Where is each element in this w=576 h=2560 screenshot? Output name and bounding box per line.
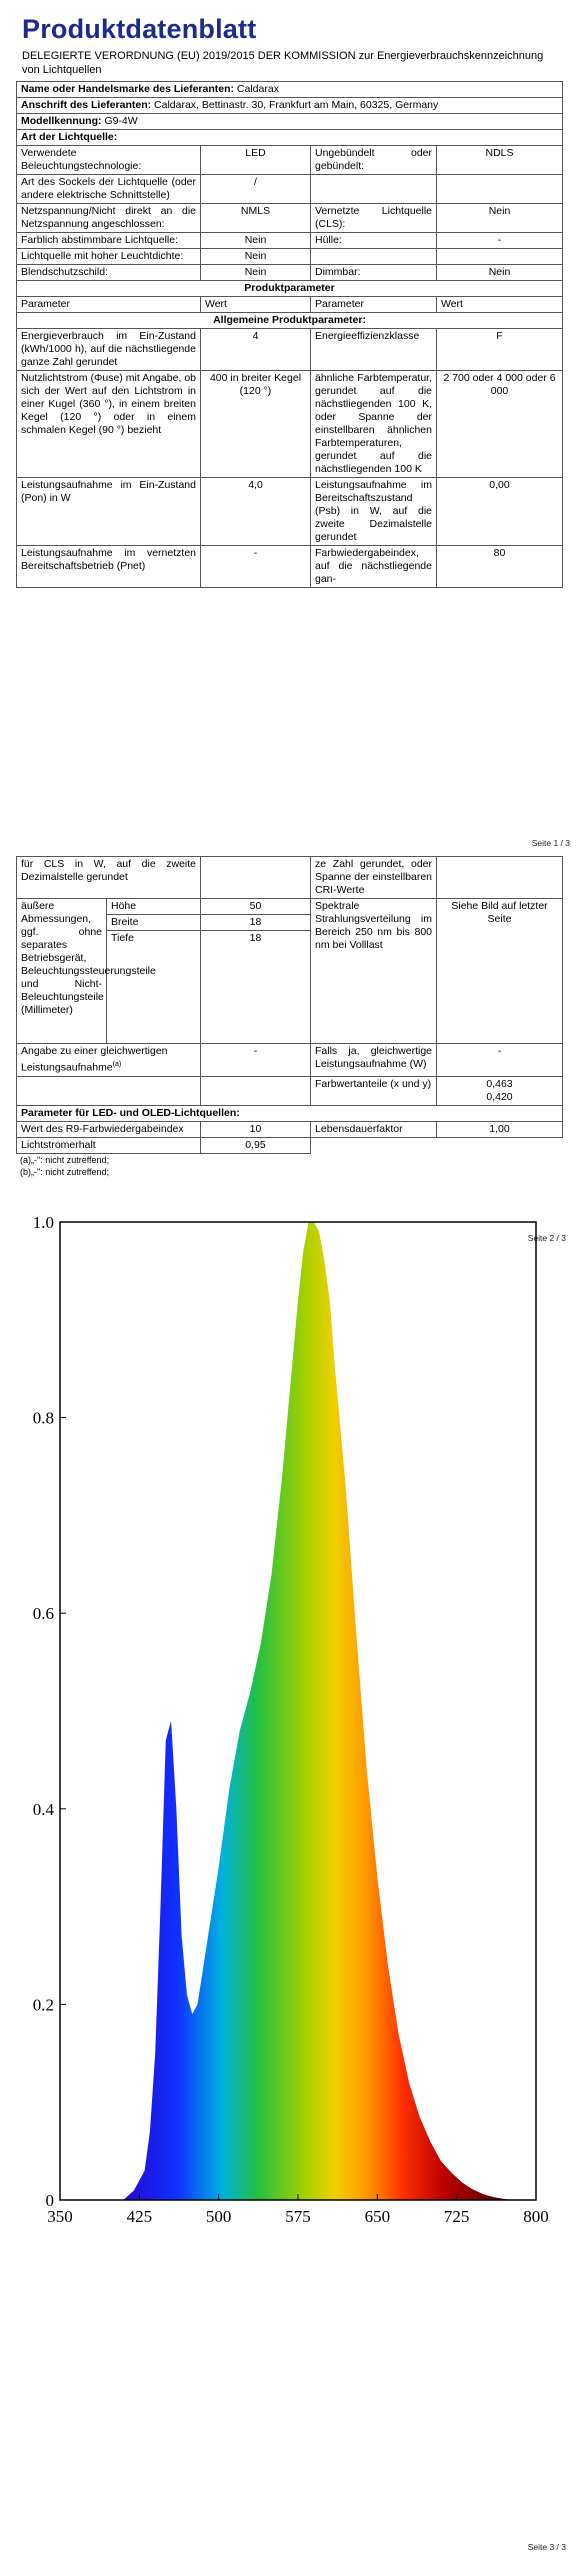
supplier-address-label: Anschrift des Lieferanten: [21, 99, 152, 111]
model-row [17, 114, 563, 130]
maint-label: Lichtstromerhalt [17, 1137, 201, 1153]
plot-area [33, 1213, 549, 2226]
lightsource-row [17, 249, 563, 265]
y-tick-label: 1.0 [32, 1213, 54, 1232]
lightsource-header: Art der Lichtquelle: [17, 130, 563, 146]
maint-value: 0,95 [201, 1137, 311, 1153]
page-footer-2: Seite 2 / 3 [527, 1233, 566, 1243]
x-tick-label: 350 [47, 2207, 73, 2226]
param-label: Leistungsaufnahme im Ein-Zustand (Pon) in W [17, 478, 201, 546]
footnote-b: (b)„-": nicht zutreffend; [20, 1166, 110, 1177]
ls-label: Netzspannung/Nicht direkt an die Netzspannung angeschlossen: [17, 204, 201, 233]
ls-label-2: Hülle: [311, 233, 437, 249]
dim-value-0: 50 [201, 899, 311, 915]
param-rows [17, 329, 563, 588]
dims-row-1 [17, 899, 563, 915]
dims-label: äußere Abmessungen, ggf. ohne separates Betriebsgerät, Beleuchtungssteuerungsteile und Nicht-Beleuchtungsteile (Millimeter) [17, 899, 107, 1044]
equiv2-label: Falls ja, gleichwertige Leistungsaufnahme (W) [311, 1044, 437, 1077]
general-header: Allgemeine Produktparameter: [17, 313, 563, 329]
col-param-1: Parameter [17, 297, 201, 313]
param-value: 4,0 [201, 478, 311, 546]
ls-label: Farblich abstimmbare Lichtquelle: [17, 233, 201, 249]
params-header: Produktparameter [17, 281, 563, 297]
param-value-2: 2 700 oder 4 000 oder 6 000 [437, 371, 563, 478]
page-2 [16, 856, 562, 1178]
ls-value-2: NDLS [437, 146, 563, 175]
dim-value-2: 18 [201, 931, 311, 1044]
lightsource-row [17, 175, 563, 204]
x-tick-label: 650 [364, 2207, 391, 2226]
chroma-row [17, 1076, 563, 1105]
model-label: Modellkennung: [21, 115, 102, 127]
equiv2-value: - [437, 1044, 563, 1077]
document-title: Produktdatenblatt [22, 14, 257, 44]
param-row [17, 329, 563, 371]
ls-label-2 [311, 175, 437, 204]
ls-label: Verwendete Beleuchtungstechnologie: [17, 146, 201, 175]
datasheet-table-cont [16, 856, 563, 1154]
params-columns-row [17, 297, 563, 313]
dim-name-1: Breite [107, 915, 201, 931]
dim-name-2: Tiefe [107, 931, 201, 1044]
spectral-label: Spektrale Strahlungsverteilung im Bereich 250 nm bis 800 nm bei Volllast [311, 899, 437, 1044]
y-tick-label: 0.6 [32, 1604, 54, 1624]
led-header: Parameter für LED- und OLED-Lichtquellen: [17, 1105, 563, 1121]
led-header-row [17, 1105, 563, 1121]
param-row [17, 371, 563, 478]
spectrum-area [113, 1222, 515, 2200]
param-value: - [201, 546, 311, 588]
param-row [17, 478, 563, 546]
ls-label-2: Ungebündelt oder gebündelt: [311, 146, 437, 175]
param-label-2: ähnliche Farbtemperatur, gerundet auf die nächstliegenden 100 K, oder Spanne der einstellbaren ähnlichen Farbtemperaturen, gerundet auf die nächstliegenden 100 K [311, 371, 437, 478]
maint-row [17, 1137, 563, 1153]
spectral-value: Siehe Bild auf letzter Seite [437, 899, 563, 1044]
life-label: Lebensdauerfaktor [311, 1121, 437, 1137]
param-label-2: Energieeffizienzklasse [311, 329, 437, 371]
col-value-2: Wert [437, 297, 563, 313]
col-value-1: Wert [201, 297, 311, 313]
ls-value: LED [201, 146, 311, 175]
x-tick-label: 575 [285, 2207, 311, 2226]
ls-value-2 [437, 175, 563, 204]
general-header-row [17, 313, 563, 329]
lightsource-row [17, 204, 563, 233]
ls-value-2 [437, 249, 563, 265]
footnote-a: (a)„-": nicht zutreffend; [20, 1154, 110, 1165]
x-tick-label: 500 [205, 2207, 232, 2226]
x-tick-label: 425 [126, 2207, 153, 2226]
chroma-label: Farbwertanteile (x und y) [311, 1076, 437, 1105]
chroma-value: 0,463 0,420 [437, 1076, 563, 1105]
supplier-address: Caldarax, Bettinastr. 30, Frankfurt am Main, 60325, Germany [154, 99, 439, 111]
param-label: Nutzlichtstrom (Φuse) mit Angabe, ob sich der Wert auf den Lichtstrom in einer Kugel (360 °), in einem breiten Kegel (120 °) oder in einem schmalen Kegel (90 °) bezieht [17, 371, 201, 478]
ls-value-2: - [437, 233, 563, 249]
ls-value-2: Nein [437, 204, 563, 233]
document-subtitle: DELEGIERTE VERORDNUNG (EU) 2019/2015 DER KOMMISSION zur Energieverbrauchskennzeichnung von Lichtquellen [22, 50, 544, 76]
param-value-2: F [437, 329, 563, 371]
param-label-2: Farbwiedergabeindex, auf die nächstliegende gan- [311, 546, 437, 588]
dim-value-1: 18 [201, 915, 311, 931]
equiv-row [17, 1044, 563, 1077]
supplier-name-label: Name oder Handelsmarke des Lieferanten: [21, 83, 234, 95]
param-value: 4 [201, 329, 311, 371]
spectrum-chart [16, 1210, 562, 2226]
lightsource-row [17, 265, 563, 281]
dim-name-0: Höhe [107, 899, 201, 915]
datasheet-table [16, 81, 563, 588]
param-row [17, 546, 563, 588]
x-tick-label: 800 [523, 2207, 549, 2226]
cont-a: für CLS in W, auf die zweite Dezimalstelle gerundet [17, 857, 201, 899]
param-label: Leistungsaufnahme im vernetzten Bereitschaftsbetrieb (Pnet) [17, 546, 201, 588]
model-id: G9-4W [104, 115, 138, 127]
col-param-2: Parameter [311, 297, 437, 313]
r9-row [17, 1121, 563, 1137]
cont-row [17, 857, 563, 899]
equiv-cell [17, 1044, 201, 1077]
page-footer-1: Seite 1 / 3 [531, 838, 570, 848]
y-tick-label: 0.2 [32, 1995, 54, 2015]
param-value-2: 0,00 [437, 478, 563, 546]
ls-label-2: Vernetzte Lichtquelle (CLS): [311, 204, 437, 233]
cont-c: ze Zahl gerundet, oder Spanne der einstellbaren CRI-Werte [311, 857, 437, 899]
ls-label: Art des Sockels der Lichtquelle (oder andere elektrische Schnittstelle) [17, 175, 201, 204]
param-value-2: 80 [437, 546, 563, 588]
ls-label-2 [311, 249, 437, 265]
ls-value: Nein [201, 265, 311, 281]
equiv-value: - [201, 1044, 311, 1077]
ls-value-2: Nein [437, 265, 563, 281]
supplier-name: Caldarax [236, 83, 279, 95]
y-tick-label: 0.8 [32, 1408, 54, 1428]
lightsource-row [17, 233, 563, 249]
life-value: 1,00 [437, 1121, 563, 1137]
lightsource-rows [17, 146, 563, 281]
ls-value: Nein [201, 249, 311, 265]
y-tick-label: 0.4 [32, 1799, 54, 1819]
ls-label: Lichtquelle mit hoher Leuchtdichte: [17, 249, 201, 265]
supplier-name-row [17, 82, 563, 98]
ls-label: Blendschutzschild: [17, 265, 201, 281]
param-label-2: Leistungsaufnahme im Bereitschaftszustand (Psb) in W, auf die zweite Dezimalstelle gerundet [311, 478, 437, 546]
equiv-sup: (a) [112, 1061, 122, 1068]
lightsource-header-row [17, 130, 563, 146]
ls-value: / [201, 175, 311, 204]
params-header-row [17, 281, 563, 297]
equiv-label: Angabe zu einer gleichwertigen Leistungsaufnahme [21, 1045, 168, 1074]
param-value: 400 in breiter Kegel (120 °) [201, 371, 311, 478]
y-tick-label: 0 [45, 2191, 54, 2210]
r9-value: 10 [201, 1121, 311, 1137]
supplier-address-row [17, 98, 563, 114]
r9-label: Wert des R9-Farbwiedergabeindex [17, 1121, 201, 1137]
page-footer-3: Seite 3 / 3 [527, 2542, 566, 2552]
param-label: Energieverbrauch im Ein-Zustand (kWh/1000 h), auf die nächstliegende ganze Zahl gerundet [17, 329, 201, 371]
ls-label-2: Dimmbar: [311, 265, 437, 281]
ls-value: Nein [201, 233, 311, 249]
x-tick-label: 725 [443, 2207, 470, 2226]
ls-value: NMLS [201, 204, 311, 233]
page-1 [16, 0, 570, 848]
lightsource-row [17, 146, 563, 175]
